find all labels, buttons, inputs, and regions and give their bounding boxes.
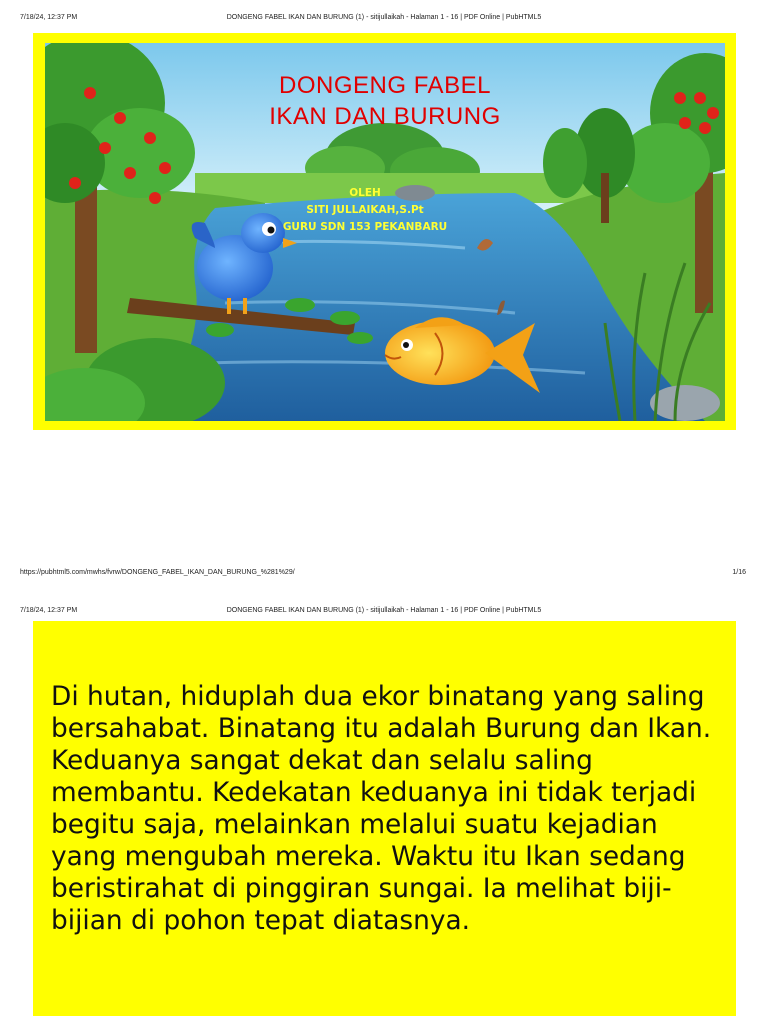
story-line: beristirahat di pinggiran sungai. Ia melihat biji-: [51, 873, 672, 904]
story-text: [51, 681, 721, 937]
slide-title-line1: DONGENG FABEL: [279, 72, 491, 99]
story-line: membantu. Kedekatan keduanya ini tidak terjadi: [51, 777, 697, 808]
footer-page-number: 1/16: [732, 569, 746, 576]
title-slide: [33, 33, 736, 430]
header-timestamp: 7/18/24, 12:37 PM: [20, 607, 78, 614]
slide-title: [45, 70, 725, 132]
author-role: GURU SDN 153 PEKANBARU: [282, 221, 448, 233]
story-line: begitu saja, melainkan melalui suatu kejadian: [51, 809, 658, 840]
story-line: Di hutan, hiduplah dua ekor binatang yang saling: [51, 681, 705, 712]
footer-url[interactable]: https://pubhtml5.com/mwhs/fvrw/DONGENG_FABEL_IKAN_DAN_BURUNG_%281%29/: [20, 569, 295, 576]
story-line: bersahabat. Binatang itu adalah Burung dan Ikan.: [51, 713, 712, 744]
author-label: OLEH: [349, 187, 381, 199]
header-title: DONGENG FABEL IKAN DAN BURUNG (1) - sitijullaikah - Halaman 1 - 16 | PDF Online | PubHTML5: [226, 14, 542, 21]
author-name: SITI JULLAIKAH,S.Pt: [306, 204, 424, 216]
story-line: bijian di pohon tepat diatasnya.: [51, 905, 471, 936]
header-title: DONGENG FABEL IKAN DAN BURUNG (1) - sitijullaikah - Halaman 1 - 16 | PDF Online | PubHTML5: [226, 607, 542, 614]
story-line: yang mengubah mereka. Waktu itu Ikan sedang: [51, 841, 686, 872]
header-timestamp: 7/18/24, 12:37 PM: [20, 14, 78, 21]
author-block: [205, 185, 525, 236]
story-line: Keduanya sangat dekat dan selalu saling: [51, 745, 593, 776]
fable-illustration: [45, 43, 725, 421]
story-slide: [33, 621, 736, 1016]
slide-title-line2: IKAN DAN BURUNG: [269, 103, 501, 130]
